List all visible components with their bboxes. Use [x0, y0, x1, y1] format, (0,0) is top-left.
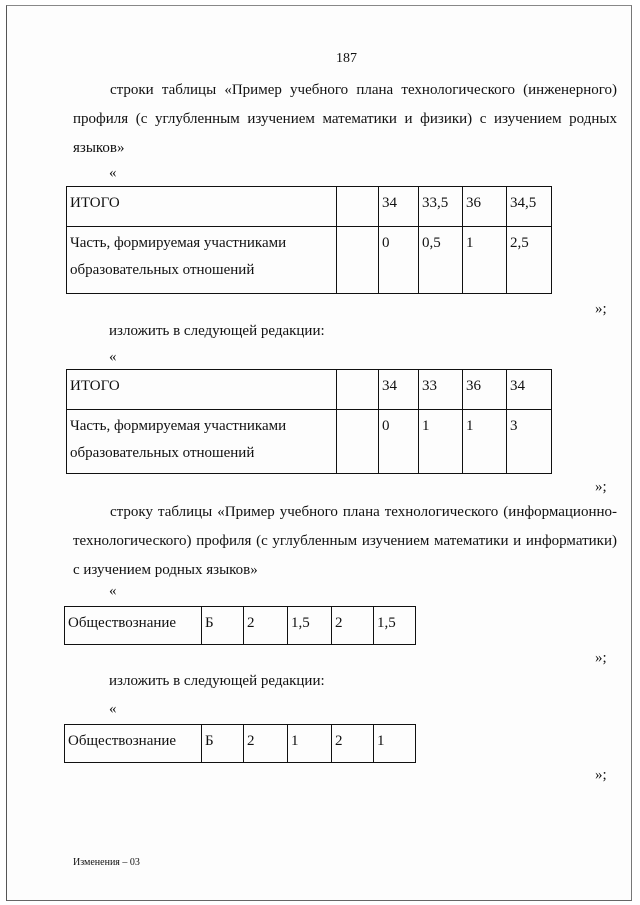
table-cell: 1,5 [288, 607, 332, 645]
table-cell: 33 [419, 370, 463, 410]
section-3-intro: строку таблицы «Пример учебного плана технологического (информационно-технологического) профиля (с углубленным изучением математики и информатики) с изучением родных языков» [73, 504, 617, 578]
table-cell: 36 [463, 370, 507, 410]
table-cell: 0 [379, 227, 419, 294]
table-row [67, 410, 552, 474]
table-cell [337, 187, 379, 227]
table-cell: 2 [244, 725, 288, 763]
table-cell [337, 370, 379, 410]
table-cell [337, 227, 379, 294]
table-cell: 0,5 [419, 227, 463, 294]
section-4-close-quote: »; [595, 767, 607, 783]
section-2-open-quote: « [109, 349, 117, 365]
page-number: 187 [336, 51, 357, 66]
section-3-open-quote: « [109, 583, 117, 599]
table-cell: 34,5 [507, 187, 552, 227]
table-cell: 34 [379, 370, 419, 410]
table-row [67, 370, 552, 410]
table-cell: 1 [288, 725, 332, 763]
table-cell: Часть, формируемая участниками образовательных отношений [67, 227, 337, 294]
table-row [65, 725, 416, 763]
section-1-table [66, 186, 552, 294]
table-cell: 1,5 [374, 607, 416, 645]
table-cell: 36 [463, 187, 507, 227]
table-cell: 2 [244, 607, 288, 645]
table-cell: 34 [379, 187, 419, 227]
document-page [6, 5, 632, 901]
table-cell: ИТОГО [67, 370, 337, 410]
table-cell: 34 [507, 370, 552, 410]
table-cell [337, 410, 379, 474]
table-cell: 2 [332, 725, 374, 763]
table-cell: 2,5 [507, 227, 552, 294]
table-row [65, 607, 416, 645]
table-cell: Часть, формируемая участниками образовательных отношений [67, 410, 337, 474]
section-4-table [64, 724, 416, 763]
table-cell: 0 [379, 410, 419, 474]
section-3-table [64, 606, 416, 645]
table-cell: 1 [419, 410, 463, 474]
table-cell: 1 [374, 725, 416, 763]
section-2-intro: изложить в следующей редакции: [109, 323, 325, 339]
section-4-open-quote: « [109, 701, 117, 717]
table-cell: Обществознание [65, 607, 202, 645]
table-cell: 2 [332, 607, 374, 645]
footer-note: Изменения – 03 [73, 857, 140, 868]
table-cell: 33,5 [419, 187, 463, 227]
table-cell: 1 [463, 410, 507, 474]
section-4-intro: изложить в следующей редакции: [109, 673, 325, 689]
table-row [67, 227, 552, 294]
table-cell: ИТОГО [67, 187, 337, 227]
table-cell: Б [202, 725, 244, 763]
section-3-close-quote: »; [595, 650, 607, 666]
section-2-close-quote: »; [595, 479, 607, 495]
table-cell: Б [202, 607, 244, 645]
table-cell: Обществознание [65, 725, 202, 763]
table-row [67, 187, 552, 227]
section-1-close-quote: »; [595, 301, 607, 317]
section-1-intro: строки таблицы «Пример учебного плана технологического (инженерного) профиля (с углубленным изучением математики и физики) с изучением родных языков» [73, 82, 617, 156]
section-2-table [66, 369, 552, 474]
table-cell: 3 [507, 410, 552, 474]
table-cell: 1 [463, 227, 507, 294]
section-1-open-quote: « [109, 165, 117, 181]
